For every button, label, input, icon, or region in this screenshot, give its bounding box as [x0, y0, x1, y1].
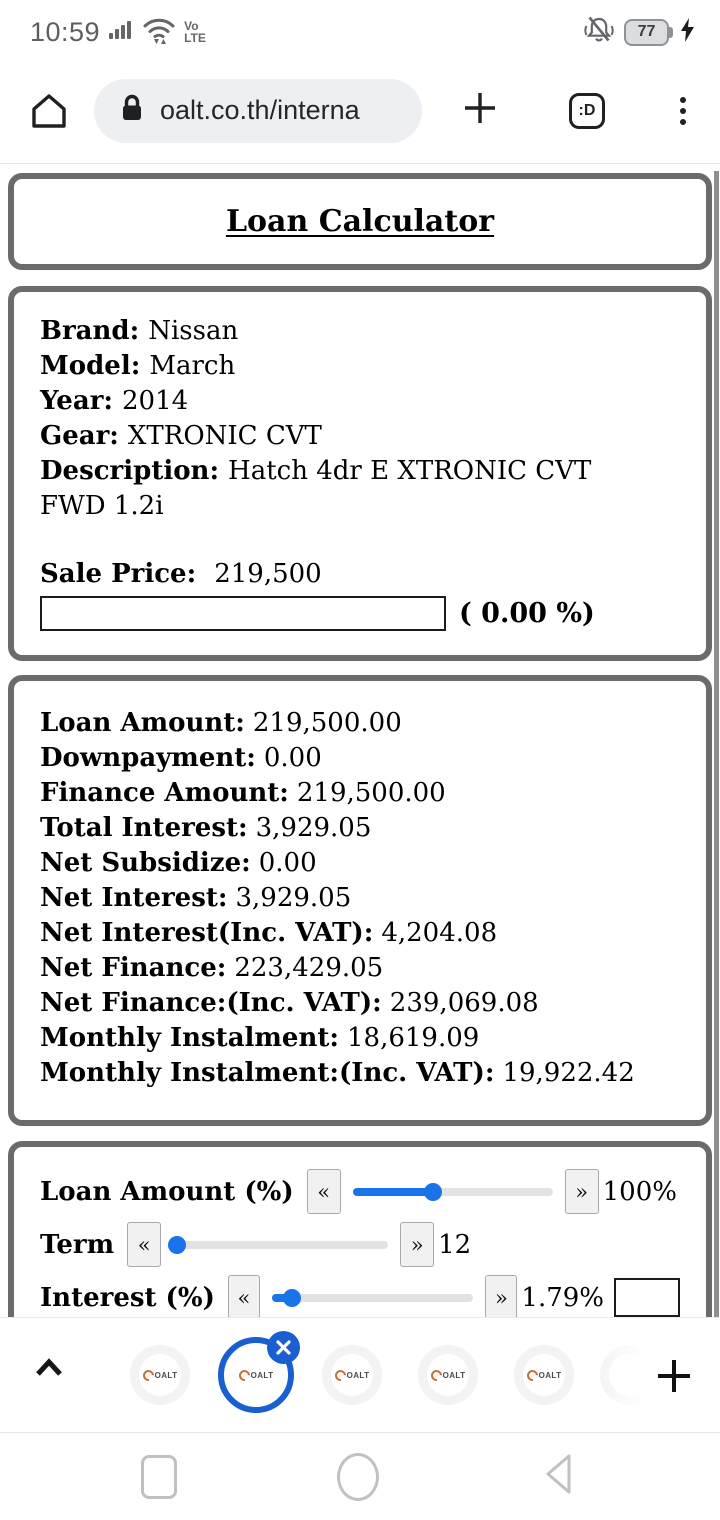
new-tab-strip-button[interactable] [654, 1356, 694, 1401]
decrease-button[interactable]: « [228, 1275, 260, 1320]
summary-row [40, 951, 680, 986]
control-row [40, 1222, 680, 1267]
control-label: Loan Amount (%) [40, 1176, 294, 1207]
vehicle-row-label: Brand: [40, 316, 140, 346]
android-nav-bar [0, 1432, 720, 1520]
slider[interactable] [353, 1169, 553, 1214]
tab-favicon [427, 1354, 469, 1396]
control-value: 1.79% [521, 1282, 605, 1313]
vehicle-row-label: Model: [40, 351, 141, 381]
summary-row-value: 3,929.05 [255, 813, 372, 843]
summary-box [8, 675, 712, 1126]
slider-fill [353, 1188, 433, 1196]
url-text: oalt.co.th/interna [160, 95, 360, 125]
tab-thumbnail[interactable] [514, 1345, 574, 1405]
charging-bolt-icon [681, 18, 694, 47]
summary-row-value: 18,619.09 [346, 1023, 480, 1053]
status-bar [0, 0, 720, 58]
summary-row-value: 19,922.42 [502, 1058, 635, 1088]
control-row [40, 1169, 680, 1214]
oalt-logo [143, 1370, 178, 1381]
url-bar[interactable] [94, 79, 422, 143]
oalt-logo-text: OALT [442, 1370, 466, 1380]
tab-thumbnail[interactable] [418, 1345, 478, 1405]
summary-row-value: 0.00 [263, 743, 322, 773]
new-tab-button[interactable] [462, 90, 498, 131]
oalt-logo-arc [140, 1367, 155, 1382]
summary-row-label: Net Finance:(Inc. VAT): [40, 988, 382, 1018]
slider-track[interactable] [353, 1188, 553, 1196]
summary-row-value: 223,429.05 [234, 953, 384, 983]
slider-fill [272, 1294, 292, 1302]
slider-thumb[interactable] [168, 1236, 186, 1254]
vehicle-row-label: Gear: [40, 421, 119, 451]
summary-row-value: 3,929.05 [235, 883, 352, 913]
summary-row-label: Downpayment: [40, 743, 256, 773]
sale-price-value: 219,500 [214, 559, 322, 589]
tab-favicon [523, 1354, 565, 1396]
vehicle-row [40, 454, 625, 524]
control-label: Term [40, 1229, 115, 1260]
oalt-logo-arc [236, 1367, 251, 1382]
increase-button[interactable]: » [400, 1222, 434, 1267]
vehicle-row-value: Nissan [148, 316, 239, 346]
summary-row-label: Loan Amount: [40, 708, 245, 738]
vehicle-box [8, 286, 712, 661]
sale-price-label: Sale Price: [40, 559, 197, 589]
sale-price-row [40, 557, 680, 592]
lock-icon [120, 93, 144, 128]
decrease-button[interactable]: « [127, 1222, 161, 1267]
oalt-logo-arc [332, 1367, 347, 1382]
oalt-logo [431, 1370, 466, 1381]
summary-row-label: Monthly Instalment: [40, 1023, 339, 1053]
vehicle-row [40, 314, 680, 349]
tab-count-label: :D [578, 101, 596, 119]
page-scrollbar[interactable] [714, 171, 719, 1318]
oalt-logo [527, 1370, 562, 1381]
tab-favicon [331, 1354, 373, 1396]
page-content [0, 165, 720, 1318]
slider-thumb[interactable] [424, 1183, 442, 1201]
summary-row-label: Monthly Instalment:(Inc. VAT): [40, 1058, 495, 1088]
browser-toolbar [0, 58, 720, 164]
collapse-strip-button[interactable] [34, 1358, 64, 1383]
vehicle-row-value: March [149, 351, 236, 381]
tab-thumbnail[interactable] [130, 1345, 190, 1405]
vehicle-row [40, 419, 680, 454]
summary-row [40, 776, 680, 811]
summary-row [40, 846, 680, 881]
tab-thumbnail[interactable] [226, 1345, 286, 1405]
summary-row-value: 219,500.00 [252, 708, 402, 738]
control-row [40, 1275, 680, 1320]
oalt-logo [239, 1370, 274, 1381]
vehicle-row-value: 2014 [122, 386, 189, 416]
wifi-icon [142, 15, 176, 50]
summary-row-label: Finance Amount: [40, 778, 289, 808]
summary-row [40, 741, 680, 776]
summary-row [40, 811, 680, 846]
vehicle-row-value: Hatch 4dr E XTRONIC CVT FWD 1.2i [40, 456, 592, 521]
title-box [8, 173, 712, 270]
battery-indicator [624, 19, 673, 46]
control-value: 12 [438, 1229, 472, 1260]
oalt-logo [335, 1370, 370, 1381]
summary-row-label: Net Subsidize: [40, 848, 251, 878]
oalt-logo-arc [428, 1367, 443, 1382]
slider-track[interactable] [173, 1241, 388, 1249]
recents-button[interactable] [141, 1455, 177, 1499]
home-button[interactable] [26, 88, 72, 134]
vehicle-row-value: XTRONIC CVT [127, 421, 322, 451]
decrease-button[interactable]: « [307, 1169, 341, 1214]
oalt-logo-text: OALT [250, 1370, 274, 1380]
summary-row-value: 4,204.08 [381, 918, 498, 948]
summary-row [40, 986, 680, 1021]
mute-bell-icon [582, 14, 616, 51]
summary-row-value: 219,500.00 [296, 778, 446, 808]
tab-switcher-button[interactable] [569, 93, 605, 129]
clock: 10:59 [30, 16, 101, 47]
discount-input[interactable] [40, 596, 446, 631]
slider-track[interactable] [272, 1294, 474, 1302]
summary-row [40, 1021, 680, 1056]
browser-menu-button[interactable] [676, 93, 690, 129]
summary-row-value: 0.00 [258, 848, 317, 878]
discount-row [40, 596, 680, 631]
home-nav-button[interactable] [337, 1453, 379, 1501]
tab-thumbnail[interactable] [322, 1345, 382, 1405]
increase-button[interactable]: » [485, 1275, 517, 1320]
slider[interactable] [173, 1222, 388, 1267]
summary-row [40, 916, 680, 951]
summary-row [40, 881, 680, 916]
oalt-logo-text: OALT [346, 1370, 370, 1380]
vehicle-row [40, 384, 680, 419]
tab-favicon [139, 1354, 181, 1396]
summary-row [40, 1056, 680, 1091]
tab-favicon [235, 1354, 277, 1396]
battery-percent: 77 [624, 19, 669, 46]
interest-input[interactable] [614, 1278, 680, 1317]
volte-indicator: Vo LTE [184, 19, 206, 45]
summary-row-label: Net Interest(Inc. VAT): [40, 918, 374, 948]
tab-group-strip [0, 1318, 720, 1432]
slider-thumb[interactable] [283, 1289, 301, 1307]
close-tab-button[interactable] [267, 1331, 300, 1364]
signal-icon [108, 17, 134, 48]
control-label: Interest (%) [40, 1282, 215, 1313]
control-value: 100% [602, 1176, 677, 1207]
summary-row-value: 239,069.08 [389, 988, 539, 1018]
summary-row [40, 706, 680, 741]
summary-row-label: Net Interest: [40, 883, 228, 913]
oalt-logo-text: OALT [538, 1370, 562, 1380]
increase-button[interactable]: » [565, 1169, 599, 1214]
discount-percent-label: ( 0.00 %) [459, 598, 595, 629]
page-title: Loan Calculator [225, 204, 495, 239]
vehicle-row-label: Description: [40, 456, 220, 486]
oalt-logo-arc [524, 1367, 539, 1382]
slider[interactable] [272, 1275, 474, 1320]
slider-fill [173, 1241, 177, 1249]
vehicle-row-label: Year: [40, 386, 113, 416]
oalt-logo-text: OALT [154, 1370, 178, 1380]
summary-row-label: Net Finance: [40, 953, 227, 983]
back-button[interactable] [539, 1450, 579, 1503]
battery-nub [669, 27, 673, 38]
vehicle-row [40, 349, 680, 384]
summary-row-label: Total Interest: [40, 813, 248, 843]
